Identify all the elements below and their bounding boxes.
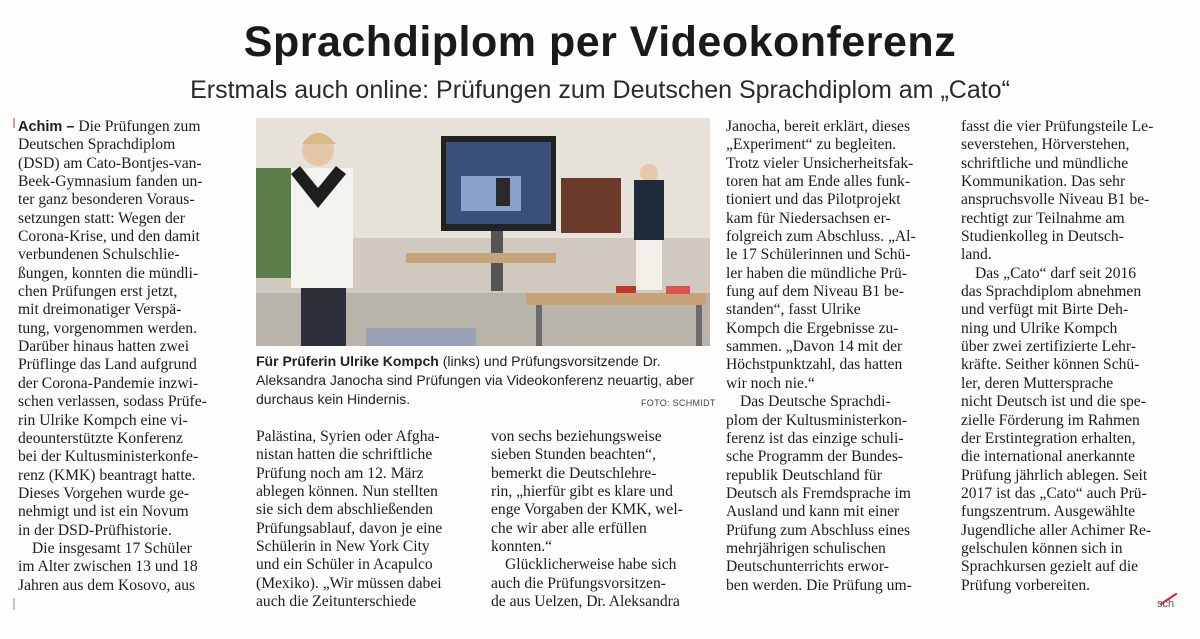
caption-text: (links) und Prüfungsvorsitzende Dr. Aleksandra Janocha sind Prüfungen via Videokonferenz neuartig, aber durchaus kein Hindernis. — [256, 353, 694, 407]
article-column-2: Palästina, Syrien oder Afgha- nistan hatten die schriftliche Prüfung noch am 12. März ablegen können. Nun stellten sie sich dem abschließenden Prüfungsablauf, davon je eine Schülerin in New York City und ein Schüler in Acapulco (Mexiko). „Wir müssen dabei auch die Zeitunterschiede — [256, 428, 443, 611]
headline: Sprachdiplom per Videokonferenz — [243, 18, 957, 66]
author-signature: sch — [1157, 598, 1175, 610]
article-column-5 — [961, 118, 1185, 595]
classroom-photo-illustration — [256, 118, 710, 346]
column-5-paragraph-2: Das „Cato“ darf seit 2016 das Sprachdiplom abnehmen und verfügt mit Birte Deh- ning und Ulrike Kompch über zwei zertifizierte Lehr- kräfte. Seither können Schü- ler, deren Muttersprache nicht Deutsch ist und die spe- zielle Förderung im Rahmen der Erstintegration erhalten, die international anerkannte Prüfung jährlich ablegen. Seit 2017 ist das „Cato“ auch Prü- fungszentrum. Ausgewählte Jugendliche aller Achimer Re- gelschulen können sich in Sprachkursen gezielt auf die Prüfung vorbereiten. — [961, 264, 1152, 594]
column-3-paragraph-2: Glücklicherweise habe sich auch die Prüfungsvorsitzen- de aus Uelzen, Dr. Aleksandra — [491, 556, 680, 611]
column-5-text: fasst die vier Prüfungsteile Le- severstehen, Hörverstehen, schriftliche und mündliche Kommunikation. Das sehr anspruchsvolle Niveau B1 be- rechtigt zur Teilnahme am Studienkolleg in Deutsch- land. — [961, 118, 1154, 264]
column-1-paragraph-2: Die insgesamt 17 Schüler im Alter zwischen 13 und 18 Jahren aus dem Kosovo, aus — [18, 539, 198, 594]
article-photo — [256, 118, 710, 346]
dateline-place: Achim – — [18, 119, 75, 135]
photo-credit: FOTO: SCHMIDT — [641, 398, 716, 408]
column-3-text: von sechs beziehungsweise sieben Stunden beachten“, bemerkt die Deutschlehre- rin, „hierfür gibt es klare und enge Vorgaben der KMK, wel- che wir aber alle erfüllen konnten.“ — [491, 428, 683, 556]
caption-bold-lead: Für Prüferin Ulrike Kompch — [256, 353, 439, 369]
column-1-text: Die Prüfungen zum Deutschen Sprachdiplom (DSD) am Cato-Bontjes-van- Beek-Gymnasium fanden un- ter ganz besonderen Voraus- setzungen statt: Wegen der Corona-Krise, und den damit verbundenen Schulschlie- ßungen, konnten die mündli- chen Prüfungen erst jetzt, mit dreimonatiger Verspä- tung, vorgenommen werden. Darüber hinaus hatten zwei Prüflinge das Land aufgrund der Corona-Pandemie inzwi- schen verlassen, sodass Prüfe- rin Ulrike Kompch eine vi- deounterstützte Konferenz bei der Kultusministerkonfe- renz (KMK) beantragt hatte. Dieses Vorgehen wurde ge- nehmigt und ist ein Novum in der DSD-Prüfhistorie. — [18, 118, 207, 539]
subheadline: Erstmals auch online: Prüfungen zum Deutschen Sprachdiplom am „Cato“ — [190, 76, 1010, 104]
article-column-1 — [18, 118, 240, 595]
column-4-paragraph-2: Das Deutsche Sprachdi- plom der Kultusministerkon- ferenz ist das einzige schuli- sche Programm der Bundes- republik Deutschland für Deutsch als Fremdsprache im Ausland und kann mit einer Prüfung zum Abschluss eines mehrjährigen schulischen Deutschunterrichts erwor- ben werden. Die Prüfung um- — [726, 393, 912, 594]
column-4-text: Janocha, bereit erklärt, dieses „Experiment“ zu begleiten. Trotz vieler Unsicherheitsfak- toren hat am Ende alles funk- tioniert und das Pilotprojekt kam für Niedersachsen er- folgreich zum Abschluss. „Al- le 17 Schülerinnen und Schü- ler haben die mündliche Prü- fung auf dem Niveau B1 be- standen“, fasst Ulrike Kompch die Ergebnisse zu- sammen. „Davon 14 mit der Höchstpunktzahl, das hatten wir noch nie.“ — [726, 118, 916, 392]
article-column-4 — [726, 118, 948, 595]
article-column-3 — [491, 428, 713, 611]
